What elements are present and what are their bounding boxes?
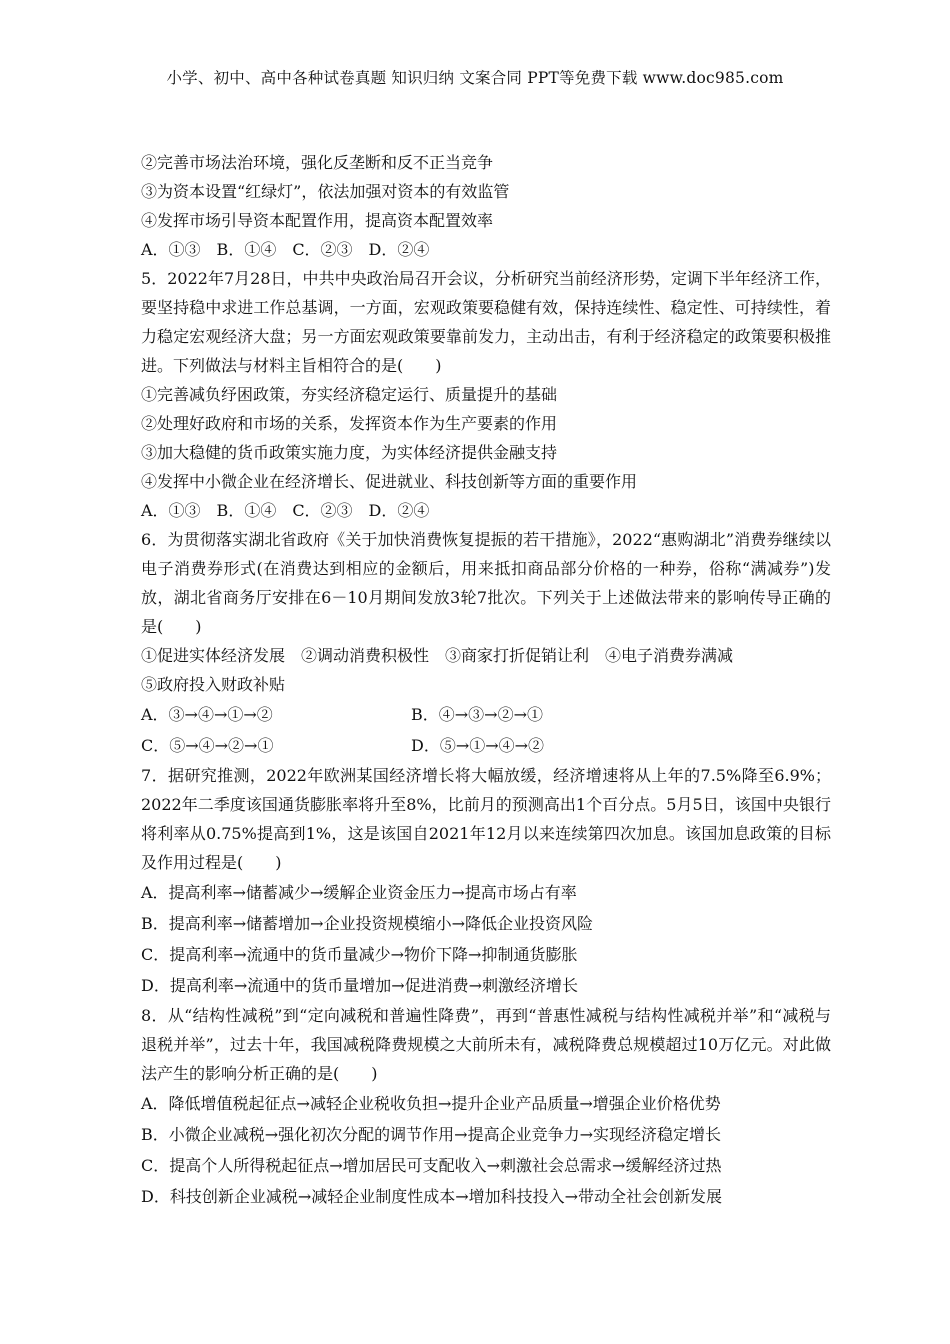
exam-content: [141, 148, 831, 1212]
q4-tail: [141, 148, 831, 264]
option-b: B．小微企业减税→强化初次分配的调节作用→提高企业竞争力→实现经济稳定增长: [141, 1125, 721, 1144]
option-c: C．⑤→④→②→①: [141, 736, 274, 755]
option-c: C．提高个人所得税起征点→增加居民可支配收入→刺激社会总需求→缓解经济过热: [141, 1156, 722, 1175]
statement: ④发挥市场引导资本配置作用，提高资本配置效率: [141, 211, 494, 230]
question-stem: 5．2022年7月28日，中共中央政治局召开会议，分析研究当前经济形势，定调下半年经济工作，要坚持稳中求进工作总基调，一方面，宏观政策要稳健有效，保持连续性、稳定性、可持续性，着力稳定宏观经济大盘；另一方面宏观政策要靠前发力，主动出击，有利于经济稳定的政策要积极推进。下列做法与材料主旨相符合的是( ): [141, 269, 831, 375]
statement: ③加大稳健的货币政策实施力度，为实体经济提供金融支持: [141, 443, 558, 462]
option-a: A．③→④→①→②: [141, 705, 273, 724]
question-stem: 8．从“结构性减税”到“定向减税和普遍性降费”，再到“普惠性减税与结构性减税并举”和“减税与退税并举”，过去十年，我国减税降费规模之大前所未有，减税降费总规模超过10万亿元。对此做法产生的影响分析正确的是( ): [141, 1006, 831, 1083]
answer-options-row: [141, 699, 831, 730]
statement: ⑤政府投入财政补贴: [141, 675, 286, 694]
option-d: D．科技创新企业减税→减轻企业制度性成本→增加科技投入→带动全社会创新发展: [141, 1187, 723, 1206]
option-d: D．⑤→①→④→②: [411, 736, 545, 755]
question-stem: 6．为贯彻落实湖北省政府《关于加快消费恢复提振的若干措施》，2022“惠购湖北”消费券继续以电子消费券形式(在消费达到相应的金额后，用来抵扣商品部分价格的一种券，俗称“满减券”)发放，湖北省商务厅安排在6－10月期间发放3轮7批次。下列关于上述做法带来的影响传导正确的是( ): [141, 530, 831, 636]
statement: ④发挥中小微企业在经济增长、促进就业、科技创新等方面的重要作用: [141, 472, 638, 491]
statement: ①完善减负纾困政策，夯实经济稳定运行、质量提升的基础: [141, 385, 558, 404]
statement: ②完善市场法治环境，强化反垄断和反不正当竞争: [141, 153, 494, 172]
question-7: [141, 761, 831, 1001]
option-a: A．降低增值税起征点→减轻企业税收负担→提升企业产品质量→增强企业价格优势: [141, 1094, 721, 1113]
option-b: B．提高利率→储蓄增加→企业投资规模缩小→降低企业投资风险: [141, 914, 593, 933]
option-a: A．提高利率→储蓄减少→缓解企业资金压力→提高市场占有率: [141, 883, 577, 902]
question-5: [141, 264, 831, 525]
question-6: [141, 525, 831, 761]
option-c: C．提高利率→流通中的货币量减少→物价下降→抑制通货膨胀: [141, 945, 578, 964]
question-stem: 7．据研究推测，2022年欧洲某国经济增长将大幅放缓，经济增速将从上年的7.5%降至6.9%；2022年二季度该国通货膨胀率将升至8%，比前月的预测高出1个百分点。5月5日，该国中央银行将利率从0.75%提高到1%，这是该国自2021年12月以来连续第四次加息。该国加息政策的目标及作用过程是( ): [141, 766, 831, 872]
answer-options: A．①③ B．①④ C．②③ D．②④: [141, 501, 430, 520]
option-b: B．④→③→②→①: [411, 705, 543, 724]
answer-options-row: [141, 730, 831, 761]
page-header: 小学、初中、高中各种试卷真题 知识归纳 文案合同 PPT等免费下载 www.doc985.com: [166, 69, 784, 87]
question-8: [141, 1001, 831, 1212]
answer-options: A．①③ B．①④ C．②③ D．②④: [141, 240, 430, 259]
option-d: D．提高利率→流通中的货币量增加→促进消费→刺激经济增长: [141, 976, 579, 995]
statement: ①促进实体经济发展 ②调动消费积极性 ③商家打折促销让利 ④电子消费券满减: [141, 646, 734, 665]
statement: ③为资本设置“红绿灯”，依法加强对资本的有效监管: [141, 182, 510, 201]
statement: ②处理好政府和市场的关系，发挥资本作为生产要素的作用: [141, 414, 558, 433]
